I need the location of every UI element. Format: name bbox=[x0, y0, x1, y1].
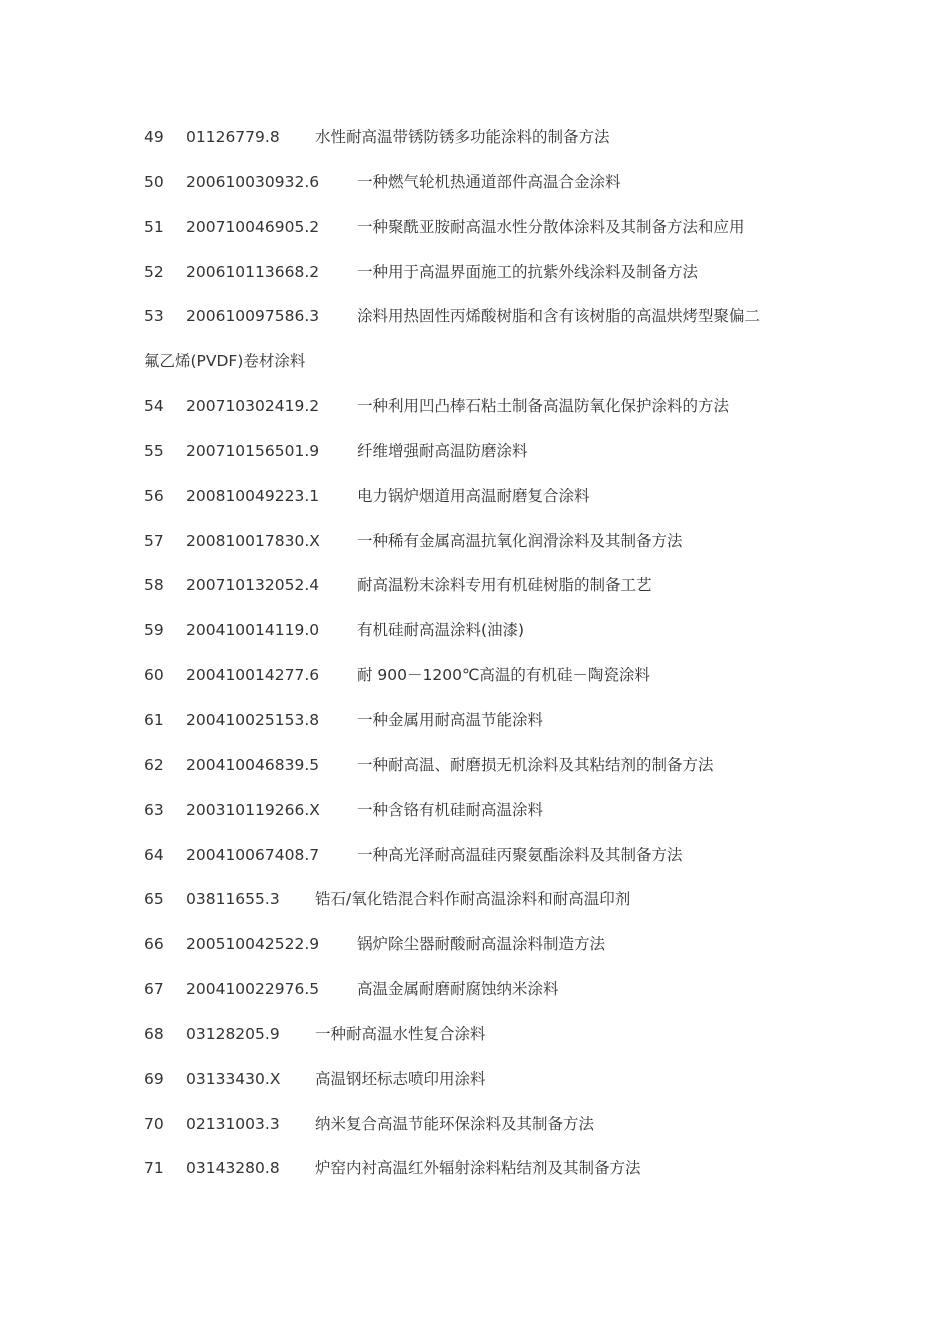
application-number: 200710302419.2 bbox=[186, 397, 320, 416]
application-number: 200410014277.6 bbox=[186, 666, 320, 685]
application-number: 03128205.9 bbox=[186, 1024, 280, 1043]
patent-row-62 bbox=[144, 752, 824, 797]
patent-number: 59 bbox=[144, 621, 164, 640]
patent-title: 高温钢坯标志喷印用涂料 bbox=[315, 1069, 486, 1088]
patent-row-59 bbox=[144, 617, 824, 662]
patent-title: 纤维增强耐高温防磨涂料 bbox=[357, 441, 528, 460]
patent-row-68 bbox=[144, 1021, 824, 1066]
patent-title: 电力锅炉烟道用高温耐磨复合涂料 bbox=[357, 486, 590, 505]
application-number: 200710046905.2 bbox=[186, 217, 320, 236]
patent-title: 纳米复合高温节能环保涂料及其制备方法 bbox=[315, 1114, 595, 1133]
patent-title: 锆石/氧化锆混合料作耐高温涂料和耐高温印剂 bbox=[315, 890, 631, 909]
patent-number: 71 bbox=[144, 1159, 164, 1178]
patent-title: 耐高温粉末涂料专用有机硅树脂的制备工艺 bbox=[357, 576, 652, 595]
patent-title: 一种高光泽耐高温硅丙聚氨酯涂料及其制备方法 bbox=[357, 845, 683, 864]
application-number: 200610030932.6 bbox=[186, 172, 320, 191]
patent-number: 64 bbox=[144, 845, 164, 864]
patent-title: 高温金属耐磨耐腐蚀纳米涂料 bbox=[357, 980, 559, 999]
patent-title: 一种燃气轮机热通道部件高温合金涂料 bbox=[357, 172, 621, 191]
patent-number: 58 bbox=[144, 576, 164, 595]
patent-number: 51 bbox=[144, 217, 164, 236]
application-number: 02131003.3 bbox=[186, 1114, 280, 1133]
patent-row-57 bbox=[144, 528, 824, 573]
patent-title: 一种利用凹凸棒石粘土制备高温防氧化保护涂料的方法 bbox=[357, 397, 730, 416]
patent-number: 56 bbox=[144, 486, 164, 505]
application-number: 03133430.X bbox=[186, 1069, 281, 1088]
patent-row-58 bbox=[144, 572, 824, 617]
application-number: 200410025153.8 bbox=[186, 710, 320, 729]
patent-title: 一种用于高温界面施工的抗紫外线涂料及制备方法 bbox=[357, 262, 699, 281]
patent-number: 61 bbox=[144, 710, 164, 729]
application-number: 200710156501.9 bbox=[186, 441, 320, 460]
patent-row-60 bbox=[144, 662, 824, 707]
patent-title: 炉窑内衬高温红外辐射涂料粘结剂及其制备方法 bbox=[315, 1159, 641, 1178]
patent-title: 一种含铬有机硅耐高温涂料 bbox=[357, 800, 544, 819]
patent-number: 57 bbox=[144, 531, 164, 550]
patent-number: 52 bbox=[144, 262, 164, 281]
application-number: 200610113668.2 bbox=[186, 262, 320, 281]
patent-title: 一种耐高温、耐磨损无机涂料及其粘结剂的制备方法 bbox=[357, 755, 714, 774]
patent-title: 有机硅耐高温涂料(油漆) bbox=[357, 621, 525, 640]
patent-title: 一种金属用耐高温节能涂料 bbox=[357, 710, 544, 729]
patent-number: 62 bbox=[144, 755, 164, 774]
patent-row-49 bbox=[144, 124, 824, 169]
patent-row-69 bbox=[144, 1066, 824, 1111]
patent-number: 60 bbox=[144, 666, 164, 685]
patent-title: 一种稀有金属高温抗氧化润滑涂料及其制备方法 bbox=[357, 531, 683, 550]
application-number: 200410046839.5 bbox=[186, 755, 320, 774]
patent-row-71 bbox=[144, 1155, 824, 1200]
patent-row-51 bbox=[144, 214, 824, 259]
patent-row-64 bbox=[144, 842, 824, 887]
patent-number: 67 bbox=[144, 980, 164, 999]
application-number: 200410022976.5 bbox=[186, 980, 320, 999]
patent-row-53 bbox=[144, 303, 824, 348]
patent-row-55 bbox=[144, 438, 824, 483]
patent-row-61 bbox=[144, 707, 824, 752]
application-number: 03143280.8 bbox=[186, 1159, 280, 1178]
application-number: 200710132052.4 bbox=[186, 576, 320, 595]
patent-title-continuation: 氟乙烯(PVDF)卷材涂料 bbox=[144, 352, 306, 371]
application-number: 03811655.3 bbox=[186, 890, 280, 909]
application-number: 200410067408.7 bbox=[186, 845, 320, 864]
application-number: 200410014119.0 bbox=[186, 621, 320, 640]
patent-row-56 bbox=[144, 483, 824, 528]
patent-title: 一种聚酰亚胺耐高温水性分散体涂料及其制备方法和应用 bbox=[357, 217, 745, 236]
application-number: 200810017830.X bbox=[186, 531, 320, 550]
patent-row-54 bbox=[144, 393, 824, 438]
patent-number: 50 bbox=[144, 172, 164, 191]
patent-title: 一种耐高温水性复合涂料 bbox=[315, 1024, 486, 1043]
patent-row-66 bbox=[144, 931, 824, 976]
patent-number: 66 bbox=[144, 935, 164, 954]
patent-number: 54 bbox=[144, 397, 164, 416]
patent-row-67 bbox=[144, 976, 824, 1021]
patent-row-70 bbox=[144, 1111, 824, 1156]
patent-number: 49 bbox=[144, 128, 164, 146]
application-number: 200510042522.9 bbox=[186, 935, 320, 954]
patent-number: 65 bbox=[144, 890, 164, 909]
patent-row-53-continuation bbox=[144, 348, 824, 393]
patent-number: 69 bbox=[144, 1069, 164, 1088]
patent-number: 53 bbox=[144, 307, 164, 326]
patent-number: 70 bbox=[144, 1114, 164, 1133]
patent-title: 涂料用热固性丙烯酸树脂和含有该树脂的高温烘烤型聚偏二 bbox=[357, 307, 761, 326]
patent-row-65 bbox=[144, 886, 824, 931]
patent-title: 耐 900－1200℃高温的有机硅－陶瓷涂料 bbox=[357, 666, 650, 685]
application-number: 200310119266.X bbox=[186, 800, 320, 819]
patent-number: 55 bbox=[144, 441, 164, 460]
patent-row-50 bbox=[144, 169, 824, 214]
patent-number: 63 bbox=[144, 800, 164, 819]
application-number: 200810049223.1 bbox=[186, 486, 320, 505]
patent-list bbox=[144, 124, 824, 1200]
patent-title: 水性耐高温带锈防锈多功能涂料的制备方法 bbox=[315, 128, 610, 146]
patent-number: 68 bbox=[144, 1024, 164, 1043]
application-number: 200610097586.3 bbox=[186, 307, 320, 326]
application-number: 01126779.8 bbox=[186, 128, 280, 146]
patent-row-52 bbox=[144, 259, 824, 304]
patent-row-63 bbox=[144, 797, 824, 842]
patent-title: 锅炉除尘器耐酸耐高温涂料制造方法 bbox=[357, 935, 606, 954]
